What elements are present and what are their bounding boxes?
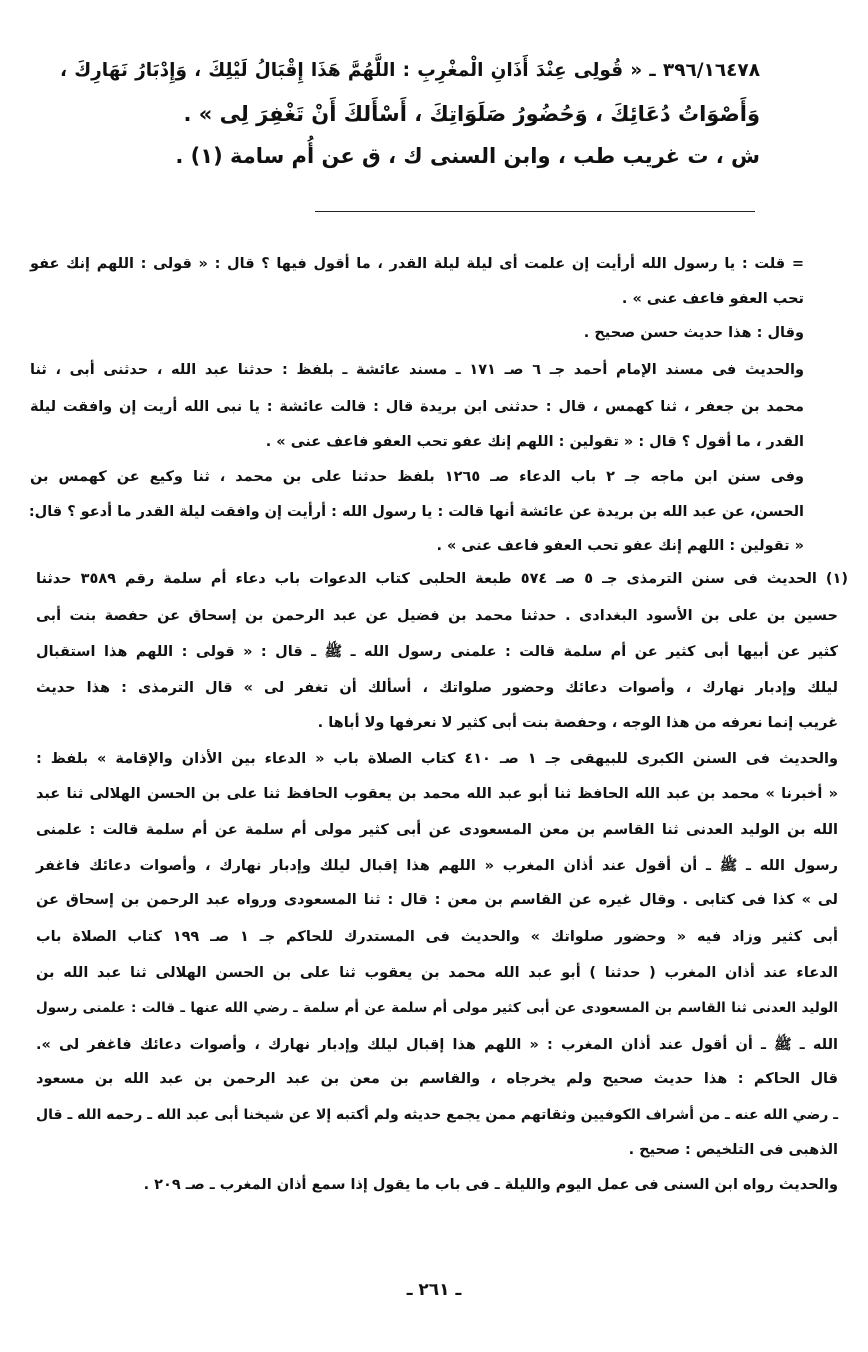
- footnote-divider: [315, 211, 755, 212]
- footnote-line: وفى سنن ابن ماجه جـ ٢ باب الدعاء صـ ١٢٦٥ بلفظ حدثنا على بن محمد ، ثنا وكيع عن كهمس بن: [30, 469, 804, 485]
- footnote-line: تحب العفو فاعف عنى » .: [621, 291, 804, 307]
- footnote-line: وقال : هذا حديث حسن صحيح .: [583, 325, 804, 341]
- footnote-line: لى » كذا فى كتابى . وقال غيره عن القاسم بن معن : قال : ثنا المسعودى ورواه عبد الرحمن بن إسحاق عن: [36, 892, 838, 908]
- footnote-line: غريب إنما نعرفه من هذا الوجه ، وحفصة بنت أبى كثير لا نعرفها ولا أباها .: [317, 715, 838, 731]
- footnote-line: الذهبى فى التلخيص : صحيح .: [628, 1142, 838, 1158]
- footnote-line: القدر ، ما أقول ؟ قال : « تقولين : اللهم إنك عفو تحب العفو فاعف عنى » .: [265, 434, 804, 450]
- footnote-line: كثير عن أبيها أبى كثير عن أم سلمة قالت : علمنى رسول الله ـ ﷺ ـ قال : « قولى : اللهم هذا استقبال: [36, 644, 838, 660]
- footnote-line: محمد بن جعفر ، ثنا كهمس ، قال : حدثنى ابن بريدة قال : قالت عائشة : يا نبى الله أريت إن وافقت ليلة: [30, 399, 804, 415]
- hadith-line: وَأَصْوَاتُ دُعَائِكَ ، وَحُضُورُ صَلَوَاتِكَ ، أَسْأَلكَ أَنْ تَغْفِرَ لِى » .: [183, 102, 760, 126]
- footnote-line: والحديث رواه ابن السنى فى عمل اليوم والليلة ـ فى باب ما يقول إذا سمع أذان المغرب ـ صـ ٢٠٩ .: [143, 1177, 838, 1193]
- footnote-line: « تقولين : اللهم إنك عفو تحب العفو فاعف عنى » .: [436, 538, 804, 554]
- footnote-line: الدعاء عند أذان المغرب ( حدثنا ) أبو عبد الله محمد بن يعقوب ثنا على بن الحسن الهلالى ثنا عبد الله بن: [36, 965, 838, 981]
- footnote-line: قال الحاكم : هذا حديث صحيح ولم يخرجاه ، والقاسم بن معن بن عبد الرحمن بن عبد الله بن مسعود: [36, 1071, 838, 1087]
- hadith-sources: ش ، ت غريب طب ، وابن السنى ك ، ق عن أُم سامة (١) .: [175, 144, 760, 168]
- footnote-line: الحسن، عن عبد الله بن بريدة عن عائشة أنها قالت : يا رسول الله : أرأيت إن وافقت ليلة القدر ما أدعو ؟ قال:: [28, 504, 804, 520]
- hadith-line: ٣٩٦/١٦٤٧٨ ـ « قُولِى عِنْدَ أَذَانِ الْمغْرِبِ : اللَّهُمَّ هَذَا إِقْبَالُ لَيْلِكَ ، وَإِدْبَارُ نَهَارِكَ ،: [60, 60, 760, 81]
- footnote-line: والحديث فى مسند الإمام أحمد جـ ٦ صـ ١٧١ ـ مسند عائشة ـ بلفظ : حدثنا عبد الله ، حدثنى أبى ، ثنا: [30, 362, 804, 378]
- footnote-line: حسين بن على بن الأسود البغدادى . حدثنا محمد بن فضيل عن عبد الرحمن بن إسحاق عن حفصة بنت أبى: [36, 608, 838, 624]
- footnote-line: والحديث فى السنن الكبرى للبيهقى جـ ١ صـ ٤١٠ كتاب الصلاة باب « الدعاء بين الأذان والإقامة » بلفظ :: [36, 751, 838, 767]
- footnote-line: ـ رضي الله عنه ـ من أشراف الكوفيين وثقاتهم ممن يجمع حديثه ولم أكتبه إلا عن شيخنا أبى عبد الله ـ رحمه الله ـ قال: [36, 1107, 838, 1123]
- footnote-line: رسول الله ـ ﷺ ـ أن أقول عند أذان المغرب « اللهم هذا إقبال ليلك وإدبار نهارك ، وأصوات دعائك فاغفر: [36, 858, 838, 874]
- footnote-line: الله ـ ﷺ ـ أن أقول عند أذان المغرب : « اللهم هذا إقبال ليلك وإدبار نهارك ، وأصوات دعائك فاغفر لى ».: [36, 1037, 838, 1053]
- footnote-line: = قلت : يا رسول الله أرأيت إن علمت أى ليلة ليلة القدر ، ما أقول فيها ؟ قال : « قولى : اللهم إنك عفو: [30, 256, 804, 272]
- footnote-line: أبى كثير وزاد فيه « وحضور صلواتك » والحديث فى المستدرك للحاكم جـ ١ صـ ١٩٩ كتاب الصلاة باب: [36, 929, 838, 945]
- footnote-line: « أخبرنا » محمد بن عبد الله الحافظ ثنا أبو عبد الله محمد بن يعقوب الحافظ ثنا على بن الحسن الهلالى ثنا عبد: [36, 786, 838, 802]
- footnote-line: الله بن الوليد العدنى ثنا القاسم بن معن المسعودى عن أبى كثير مولى أم سلمة عن أم سلمة قالت : علمنى: [36, 822, 838, 838]
- footnote-line: الوليد العدنى ثنا القاسم بن المسعودى عن أبى كثير مولى أم سلمة عن أم سلمة ـ رضي الله عنها ـ قالت : علمنى رسول: [36, 1000, 838, 1016]
- footnote-line: ليلك وإدبار نهارك ، وأصوات دعائك وحضور صلواتك ، أسألك أن تغفر لى » قال الترمذى : هذا حديث: [36, 680, 838, 696]
- page-number: ـ ٢٦١ ـ: [406, 1280, 462, 1300]
- footnote-line: (١) الحديث فى سنن الترمذى جـ ٥ صـ ٥٧٤ طبعة الحلبى كتاب الدعوات باب دعاء أم سلمة رقم ٣٥٨٩ حدثنا: [36, 571, 848, 587]
